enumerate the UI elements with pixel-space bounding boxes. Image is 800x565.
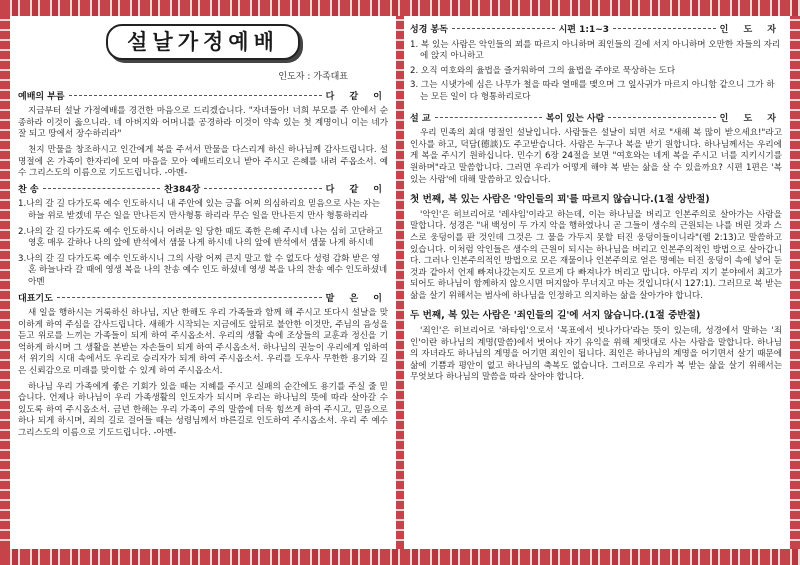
section-role: 맡 은 이 — [325, 293, 388, 304]
section-heading: 찬 송 — [18, 184, 39, 195]
dashed-leader — [57, 297, 322, 298]
sermon-point-heading: 두 번째, 복 있는 사람은 '죄인들의 길'에 서지 않습니다.(1절 중반절) — [410, 310, 701, 322]
section-role: 인 도 자 — [719, 113, 782, 124]
decorative-border-bottom — [0, 549, 800, 565]
scripture-reference: 시편 1:1~3 — [558, 25, 610, 35]
dashed-leader — [43, 188, 160, 189]
scripture-verse: 2. 오직 여호와의 율법을 즐거워하여 그의 율법을 주야로 묵상하는 도다 — [410, 65, 676, 76]
section-role: 인 도 자 — [719, 25, 782, 35]
sermon-point-heading: 첫 번째, 복 있는 사람은 '악인들의 꾀'를 따르지 않습니다.(1절 상반절) — [410, 194, 710, 206]
section-prayer — [18, 294, 388, 306]
section-call-to-worship — [18, 92, 388, 104]
section-sermon — [410, 114, 782, 126]
paragraph: 하나님 우리 가족에게 좋은 기회가 있을 때는 지혜를 주시고 실패의 순간에도 용기를 주실 줄 믿습니다. 언제나 하나님이 우리 가족생활의 인도자가 되시며 우리는 하나님의 뜻에 따라 살아갈 수 있도록 하여 주시옵소서. 금년 한해는 우리 가족이 주의 말씀에 더욱 힘쓰게 하여 주시고, 믿음으로 하나 되게 하시며, 죄의 길로 걸어들 때는 성령님께서 바른길로 인도하여 주시옵소서. 우리 주 예수 그리스도의 이름으로 기도드립니다. -아멘- — [18, 381, 388, 439]
scripture-verse: 1. 복 있는 사람은 악인들의 꾀를 따르지 아니하며 죄인들의 길에 서지 아니하며 오만한 자들의 자리에 앉지 아니하고 — [410, 39, 781, 62]
section-heading: 설 교 — [410, 113, 431, 124]
decorative-border-top — [0, 0, 800, 16]
dashed-leader — [452, 28, 555, 29]
section-heading: 대표기도 — [18, 293, 53, 304]
hymn-verse: 3.나의 갈 길 다가도록 예수 인도하시니 그의 사랑 어찌 큰지 말고 할 수 없도다 성령 감화 받은 영혼 하늘나라 갈 때에 영생 복을 나의 찬송 예수 인도 하셨네 영생 복을 나의 찬송 예수 인도하셨네 아멘 — [18, 253, 388, 287]
dashed-leader — [608, 117, 715, 118]
page-title: 설날가정예배 — [106, 24, 300, 60]
section-hymn — [18, 185, 388, 197]
dashed-leader — [204, 188, 321, 189]
paragraph: 새 일을 행하시는 거룩하신 하나님, 지난 한해도 우리 가족들과 함께 해 주시고 또다시 설날을 맞이하게 하여 주심을 감사드립니다. 새해가 시작되는 지금에도 앞뒤로 불안한 이것만, 주님의 음성을 듣고 위로를 느끼는 가족들이 되게 하여 주시옵소서. 우리의 생활 속에 조상들의 교훈과 정신을 기억하게 하시며 그 생활을 본받는 자손들이 되게 하여 주시옵소서. 하나님의 권능이 우리에게 임하여서 위기의 시대 속에서도 우리로 승리자가 되게 하여 주시옵소서. 우리를 도우사 무한한 용기와 길은 신뢰감으로 미래를 맞이할 수 있게 하여 주시옵소서. — [18, 308, 388, 377]
sermon-point-body: '죄인'은 히브리어로 '하타임'으로서 '목표에서 빗나가다'라는 뜻이 있는데, 성경에서 말하는 '죄인'이란 하나님의 계명(말씀)에서 벗어나 자기 유익을 위해 제멋대로 사는 사람을 말합니다. 하나님의 자녀라도 하나님의 계명을 어기면 죄인이 됩니다. 죄인은 하나님의 계명을 어기면서 살기 때문에 삶에 기쁨과 평안이 없고 하나님의 축복도 없습니다. 그러므로 우리가 복 받는 삶을 살기 위해서는 무엇보다 하나님의 말씀을 따라 살아야 합니다. — [410, 326, 782, 383]
sermon-intro: 우리 민족의 최대 명절인 설날입니다. 사람들은 설날이 되면 서로 "새해 복 많이 받으세요!"라고 인사를 하고, 덕담(德談)도 주고받습니다. 사람은 누구나 복을 받기 원합니다. 하나님께서는 우리에게 복을 주시기 원하십니다. 민수기 6장 24절을 보면 "여호와는 네게 복을 주시고 너를 지키시기를 원하며"라고 말씀합니다. 그러면 우리가 어떻게 해야 복 받는 삶을 살 수 있을까요? 시편 1편은 '복 있는 사람'에 대해 말씀하고 있습니다. — [410, 128, 782, 185]
right-page — [410, 20, 782, 546]
decorative-border-right — [790, 16, 800, 549]
section-role: 다 같 이 — [325, 91, 388, 102]
leader-line: 인도자 : 가족대표 — [278, 72, 348, 82]
sermon-title: 복이 있는 사람 — [545, 113, 605, 124]
hymn-number: 찬384장 — [164, 184, 201, 195]
left-page — [18, 20, 388, 546]
dashed-leader — [613, 28, 716, 29]
dashed-leader — [435, 117, 542, 118]
decorative-border-center — [396, 16, 404, 549]
section-heading: 성경 봉독 — [410, 25, 448, 35]
scripture-verse: 3. 그는 시냇가에 심은 나무가 철을 따라 열매를 맺으며 그 잎사귀가 마르지 아니함 같으니 그가 하는 모든 일이 다 형통하리로다 — [410, 80, 775, 102]
sermon-point-body: '악인'은 히브리어로 '레샤임'이라고 하는데, 이는 하나님을 버리고 인본주의로 살아가는 사람을 말합니다. 성경은 "내 백성이 두 가지 악을 행하였나니 곧 그들이 생수의 근원되는 나를 버린 것과 스스로 웅덩이를 판 것인데 그것은 그 물을 가두지 못할 터진 웅덩이들이니라"(렘 2:13)고 말씀하고 있습니다. 이처럼 악인들은 생수의 근원이 되시는 하나님을 버리고 인본주의적인 방법으로 살아갑니다. 그러나 인본주의적인 방법으로 모은 재물이나 인본주의로 얻은 명예는 터진 웅덩이 속에 넣어 둔 것과 같아서 언제 빠져나갔는지도 모르게 다 빠져나가 버리고 맙니다. 아무리 지기 분야에서 최고가 되어도 하나님이 함께하지 않으시면 머지않아 무너지고 마는 것입니다(시 127:1). 그러므로 복 받는 삶을 살기 위해서는 범사에 하나님을 인정하고 의지하는 삶을 살아가야 합니다. — [410, 209, 782, 301]
section-role: 다 같 이 — [325, 184, 388, 195]
hymn-verse: 2.나의 갈 길 다가도록 예수 인도하시니 어려운 일 당한 때도 족한 은혜 주시네 나는 심히 고단하고 영혼 매우 갈하나 나의 앞에 반석에서 샘물 나게 하시네 나의 앞에 반석에서 샘물 나게 하시네 — [18, 226, 383, 249]
section-heading: 예배의 부름 — [18, 91, 65, 102]
hymn-verse: 1.나의 갈 길 다가도록 예수 인도하시니 내 주안에 있는 긍휼 어찌 의심하리요 믿음으로 사는 자는 하늘 위로 받겠네 무슨 일을 만나든지 만사형통 하리라 무슨 일을 만나든지 만사 형통하리라 — [18, 199, 380, 221]
paragraph: 지금부터 설날 가정예배를 경건한 마음으로 드리겠습니다. "자녀들아! 너희 부모를 주 안에서 순종하라 이것이 옳으니라. 네 아버지와 어머니를 공경하라 이것이 약속 있는 첫 계명이니 이는 네가 잘 되고 땅에서 장수하리라" — [18, 106, 388, 140]
paragraph: 천지 만물을 창조하시고 인간에게 복을 주셔서 만물을 다스리게 하신 하나님께 감사드립니다. 설 명절에 온 가족이 한자리에 모여 마음을 모아 예배드리오니 받아 주시고 은혜를 내려 주옵소서. 예수 그리스도의 이름으로 기도드립니다. -아멘- — [18, 144, 388, 179]
section-scripture — [410, 25, 782, 37]
dashed-leader — [69, 95, 322, 96]
decorative-border-left — [0, 16, 10, 549]
